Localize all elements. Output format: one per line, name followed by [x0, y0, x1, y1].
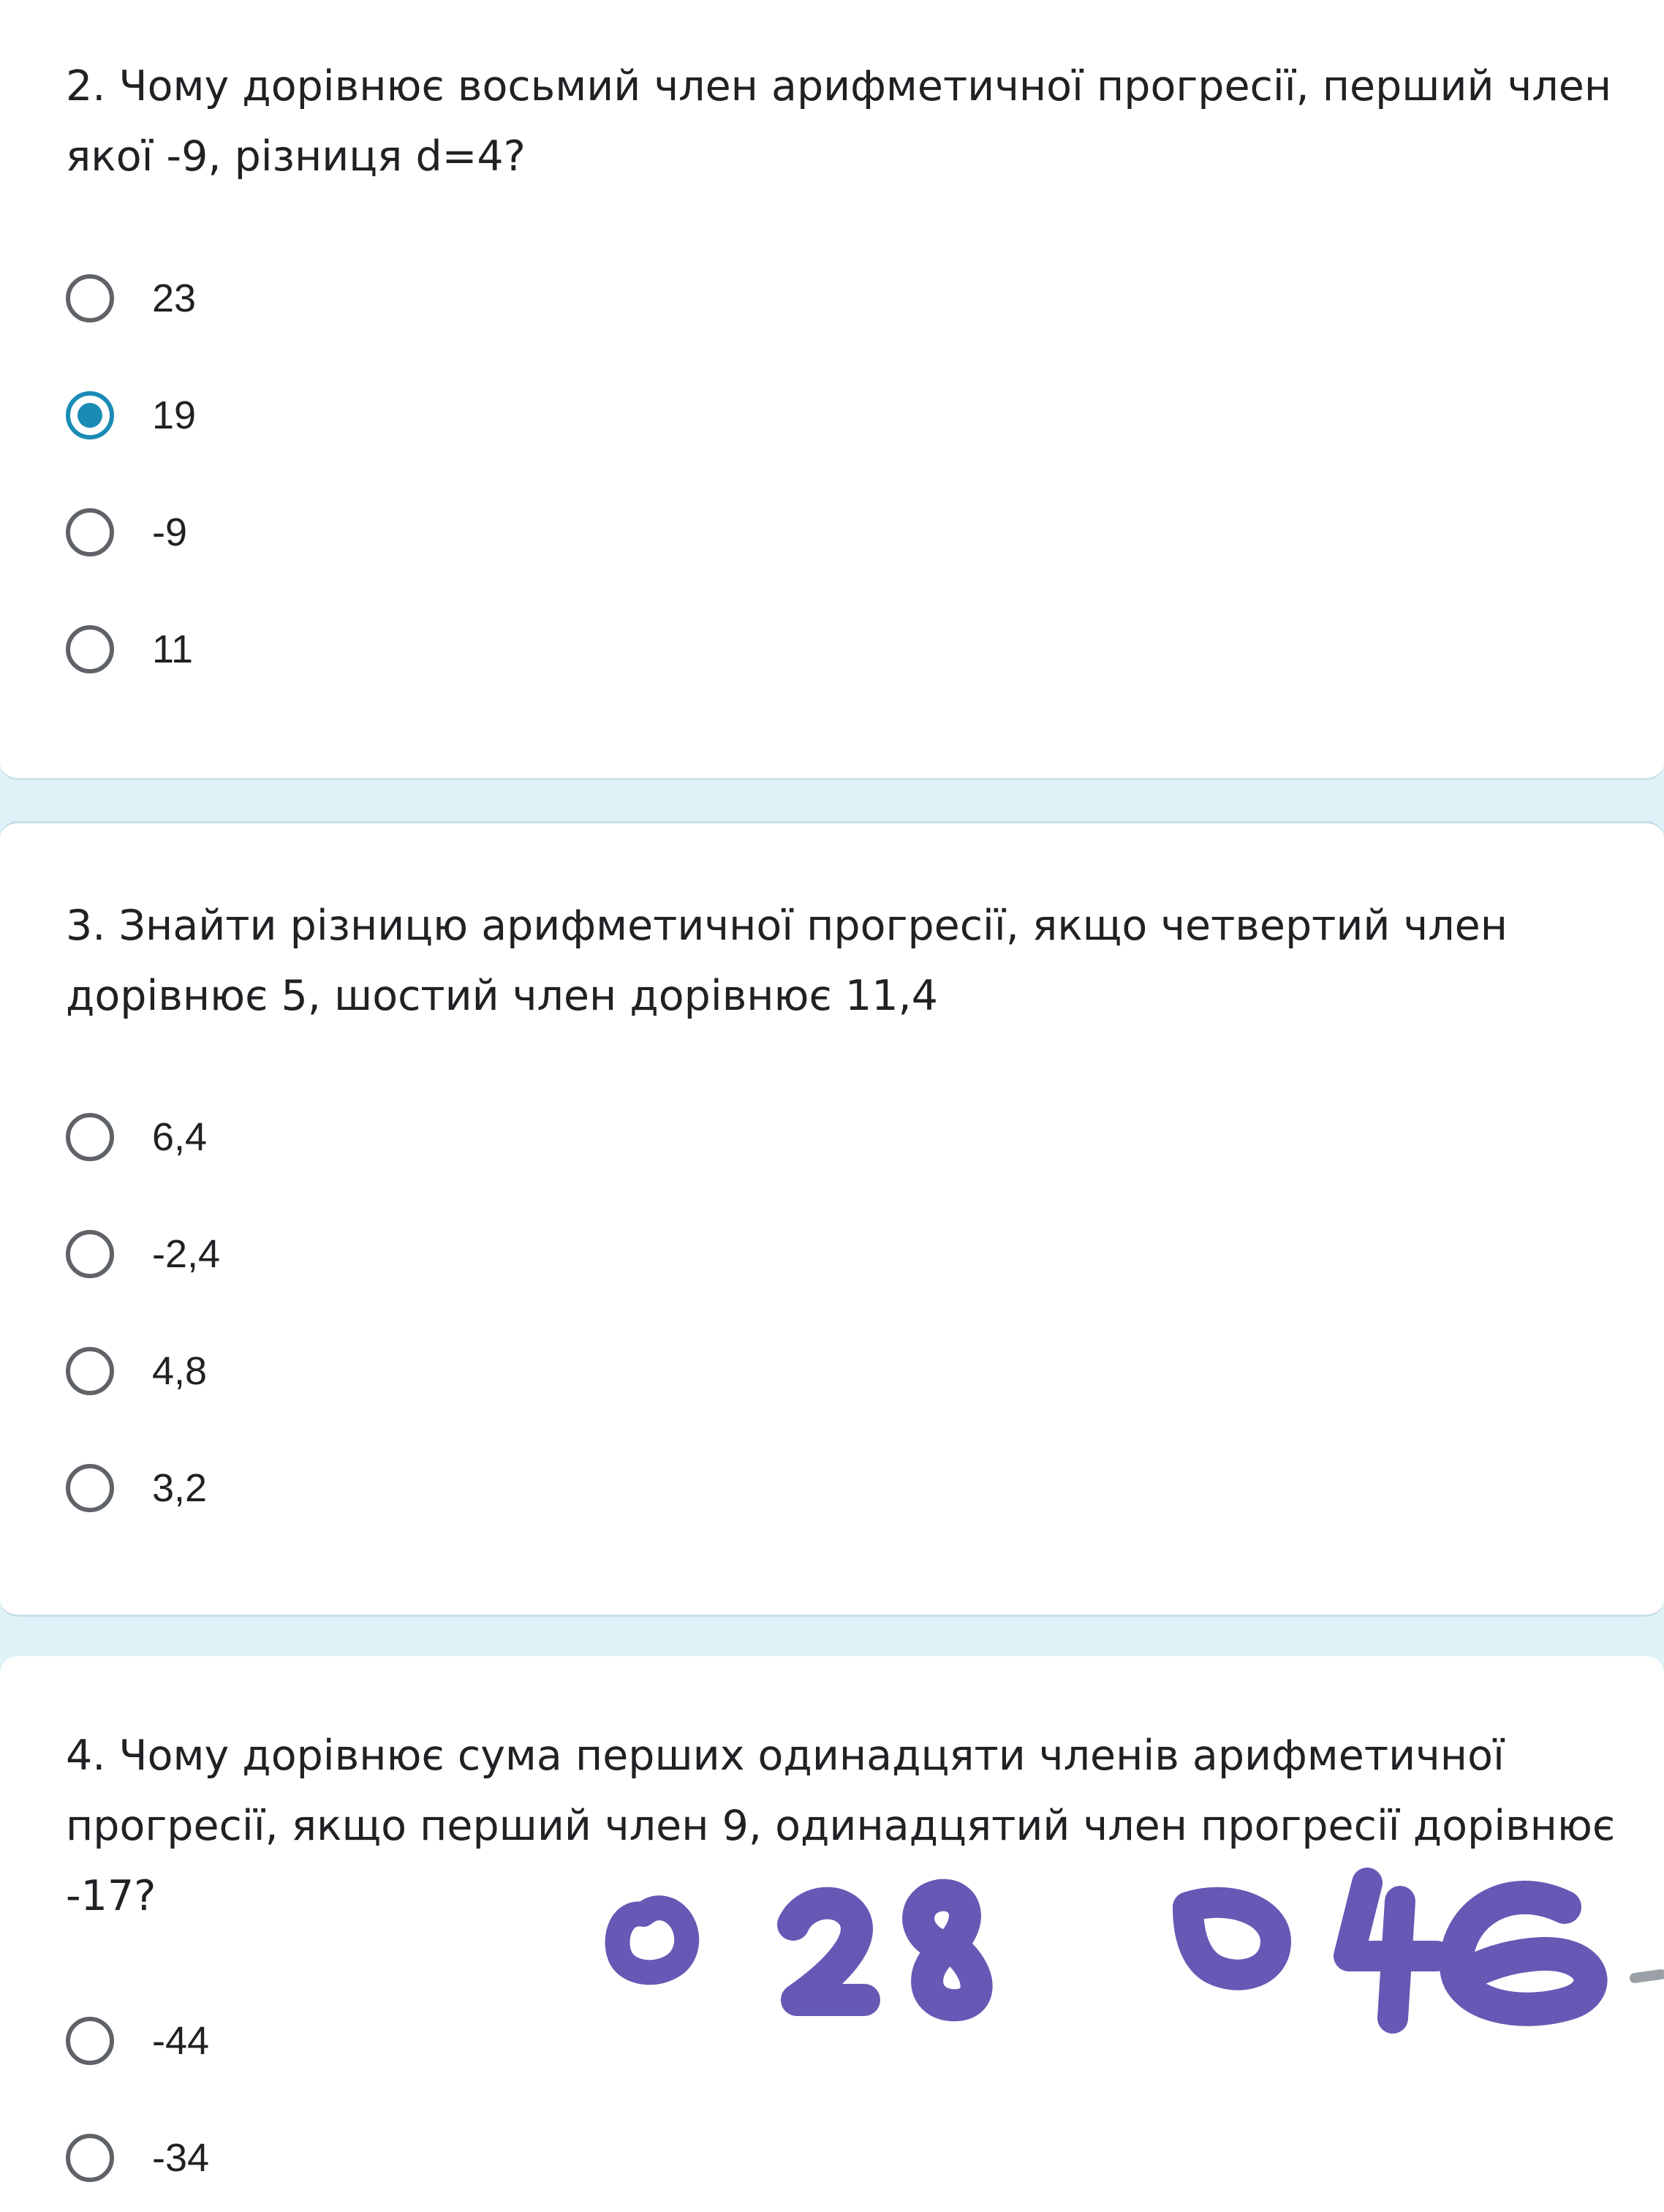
option-label: -2,4: [152, 1232, 221, 1276]
radio-unchecked-icon[interactable]: [66, 508, 114, 556]
radio-unchecked-icon[interactable]: [66, 2134, 114, 2182]
option-label: 19: [152, 393, 197, 437]
option-radio[interactable]: [66, 1459, 207, 1517]
option-radio[interactable]: [66, 1342, 207, 1400]
question-text: 3. Знайти різницю арифметичної прогресії, якщо четвертий член дорівнює 5, шостий член дорівнює 11,4: [66, 902, 1508, 1020]
radio-unchecked-icon[interactable]: [66, 1464, 114, 1512]
option-label: -44: [152, 2019, 210, 2063]
radio-unchecked-icon[interactable]: [66, 1347, 114, 1395]
option-radio[interactable]: [66, 1225, 220, 1283]
option-label: 23: [152, 276, 197, 320]
option-radio[interactable]: [66, 2012, 209, 2070]
option-label: 4,8: [152, 1349, 208, 1393]
option-radio[interactable]: [66, 2129, 209, 2187]
option-label: 11: [152, 627, 194, 671]
question-card-4: [0, 1656, 1664, 2212]
question-text: 2. Чому дорівнює восьмий член арифметичної прогресії, перший член якої -9, різниця d=4?: [66, 62, 1612, 181]
radio-checked-icon[interactable]: [66, 391, 114, 439]
radio-unchecked-icon[interactable]: [66, 625, 114, 673]
question-text: 4. Чому дорівнює сума перших одинадцяти членів арифметичної прогресії, якщо перший член 9, одинадцятий член прогресії дорівнює -17?: [66, 1732, 1616, 1920]
option-label: 6,4: [152, 1115, 208, 1159]
radio-unchecked-icon[interactable]: [66, 1230, 114, 1278]
option-label: -9: [152, 510, 188, 554]
option-radio[interactable]: [66, 269, 196, 328]
radio-unchecked-icon[interactable]: [66, 274, 114, 322]
option-radio[interactable]: [66, 1108, 207, 1166]
radio-unchecked-icon[interactable]: [66, 2017, 114, 2065]
option-label: -34: [152, 2136, 210, 2180]
option-radio[interactable]: [66, 620, 193, 679]
option-radio[interactable]: [66, 386, 196, 445]
option-label: 3,2: [152, 1466, 208, 1510]
question-card-3: [0, 821, 1664, 1617]
question-card-2: [0, 0, 1664, 780]
option-radio[interactable]: [66, 503, 187, 562]
radio-unchecked-icon[interactable]: [66, 1113, 114, 1161]
